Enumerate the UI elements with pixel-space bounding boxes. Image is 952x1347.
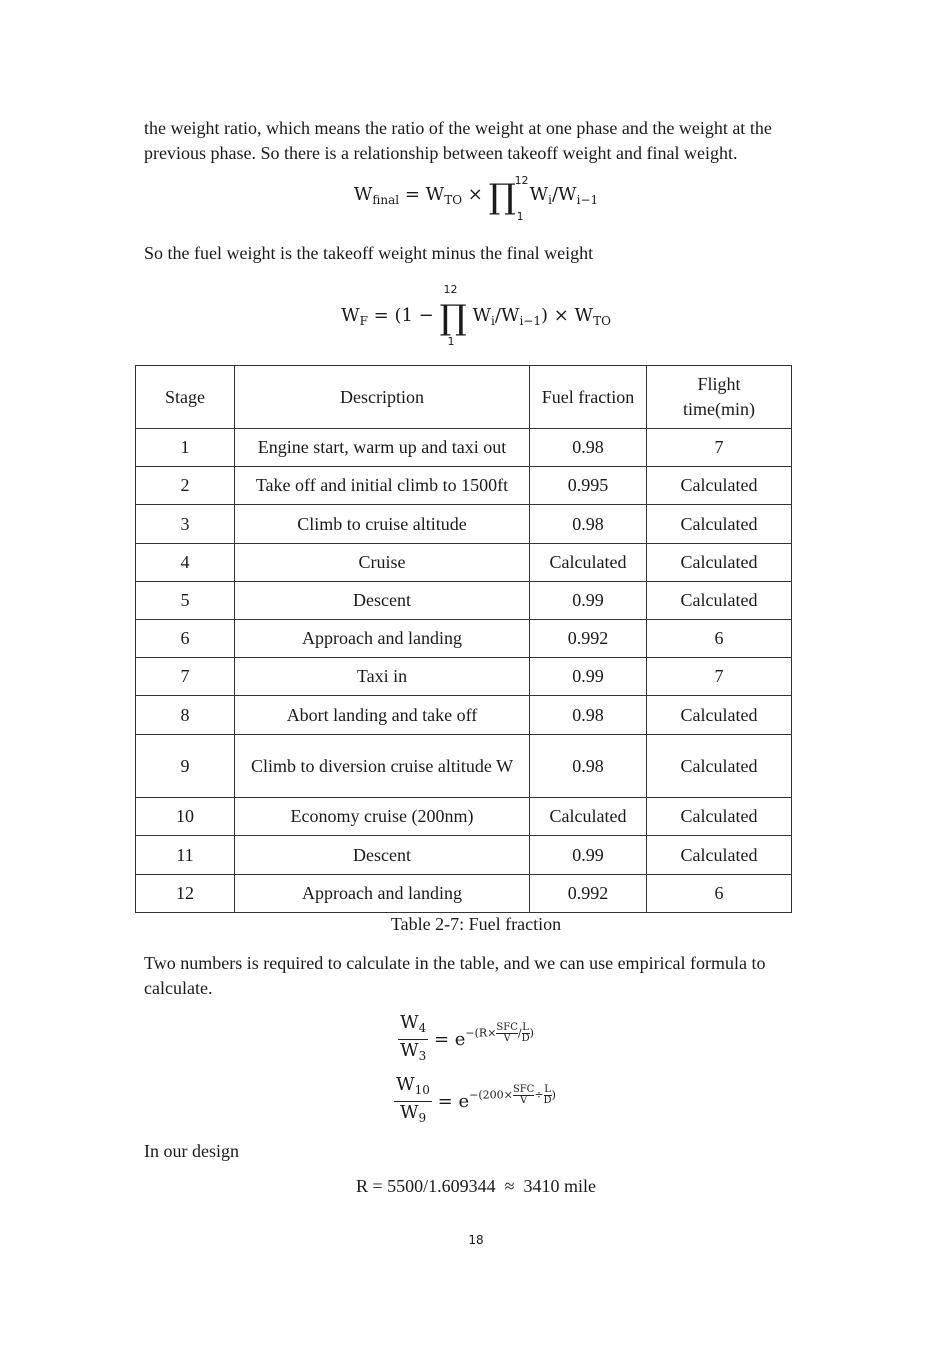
cell-fuel-fraction: 0.992	[530, 875, 647, 913]
eq3-den-sub: 3	[418, 1049, 427, 1063]
eq1-product-symbol: ∏	[488, 177, 516, 217]
eq4-f2-num: L	[544, 1084, 551, 1095]
cell-stage: 1	[136, 429, 235, 467]
eq1-lhs-sub: final	[372, 193, 400, 207]
eq3-op: /	[517, 1026, 522, 1040]
eq3-f2-num: L	[522, 1022, 529, 1033]
cell-flight-time: 6	[647, 620, 792, 658]
cell-fuel-fraction: 0.98	[530, 696, 647, 735]
cell-flight-time: Calculated	[647, 505, 792, 544]
table-row	[136, 836, 792, 875]
header-flight-time	[647, 366, 792, 429]
eq2-lhs-sub: F	[359, 314, 368, 328]
cell-flight-time: Calculated	[647, 735, 792, 798]
eq4-exp-a: −(200×	[469, 1088, 513, 1102]
eq3-exp-b: )	[529, 1026, 534, 1040]
cell-fuel-fraction: Calculated	[530, 544, 647, 582]
cell-flight-time: 7	[647, 429, 792, 467]
table-row	[136, 696, 792, 735]
eq4-num: W	[396, 1074, 415, 1095]
table-row	[136, 467, 792, 505]
eq2-tail: ) × W	[541, 305, 594, 326]
eq2-product-symbol: ∏	[439, 298, 467, 338]
eq3-f1-den: V	[503, 1033, 511, 1044]
table-row	[136, 620, 792, 658]
eq1-body-a-sub: i	[548, 193, 552, 207]
empirical-formula-paragraph: Two numbers is required to calculate in the table, and we can use empirical formula to calculate.	[144, 953, 766, 998]
eq1-body-b-sub: i−1	[576, 193, 599, 207]
cell-flight-time: 6	[647, 875, 792, 913]
cell-fuel-fraction: 0.995	[530, 467, 647, 505]
cell-description: Descent	[235, 582, 530, 620]
eq4-op: ÷	[534, 1088, 544, 1102]
eq2-tail-sub: TO	[593, 314, 611, 328]
cell-fuel-fraction: 0.99	[530, 582, 647, 620]
intro-paragraph: the weight ratio, which means the ratio of the weight at one phase and the weight at the previous phase. So there is a relationship between takeoff weight and final weight.	[144, 118, 772, 163]
header-fuel-fraction: Fuel fraction	[530, 366, 647, 429]
header-description: Description	[235, 366, 530, 429]
cell-flight-time: Calculated	[647, 798, 792, 836]
eq2-lhs: W	[341, 305, 360, 326]
cell-fuel-fraction: 0.98	[530, 429, 647, 467]
eq4-exponent	[469, 1085, 556, 1106]
w4-w3-equation	[0, 1012, 952, 1067]
cell-description: Abort landing and take off	[235, 696, 530, 735]
cell-stage: 4	[136, 544, 235, 582]
cell-description: Economy cruise (200nm)	[235, 798, 530, 836]
cell-description: Take off and initial climb to 1500ft	[235, 467, 530, 505]
cell-stage: 10	[136, 798, 235, 836]
table-row	[136, 582, 792, 620]
cell-flight-time: Calculated	[647, 544, 792, 582]
fuel-fraction-table	[135, 365, 792, 913]
eq4-f2-den: D	[543, 1095, 552, 1106]
eq1-equals: = W	[399, 184, 445, 205]
cell-fuel-fraction: 0.98	[530, 505, 647, 544]
table-row	[136, 875, 792, 913]
cell-stage: 7	[136, 658, 235, 696]
cell-description: Descent	[235, 836, 530, 875]
cell-description-text: Climb to diversion cruise altitude W	[250, 755, 514, 776]
eq3-equals: = e	[428, 1029, 466, 1050]
eq4-exp-b: )	[551, 1088, 556, 1102]
cell-stage: 12	[136, 875, 235, 913]
eq2-body-b-sub: i−1	[519, 314, 541, 328]
eq3-num-sub: 4	[418, 1021, 427, 1035]
cell-stage: 8	[136, 696, 235, 735]
cell-description: Cruise	[235, 544, 530, 582]
eq3-f2-den: D	[521, 1033, 530, 1044]
eq1-to-sub: TO	[444, 193, 463, 207]
eq1-lhs: W	[353, 184, 373, 205]
range-equation: R = 5500/1.609344 ≈ 3410 mile	[355, 1176, 597, 1196]
cell-fuel-fraction: 0.99	[530, 658, 647, 696]
eq4-num-sub: 10	[414, 1083, 430, 1097]
eq4-equals: = e	[431, 1091, 470, 1112]
cell-fuel-fraction: 0.992	[530, 620, 647, 658]
eq4-den-sub: 9	[418, 1111, 427, 1125]
eq4-f1-num: SFC	[512, 1084, 535, 1095]
eq3-f1-num: SFC	[496, 1022, 518, 1033]
eq3-exponent	[465, 1023, 534, 1044]
eq1-slash: /W	[551, 184, 577, 205]
eq4-fraction	[394, 1074, 432, 1129]
table-row	[136, 544, 792, 582]
table-row	[136, 505, 792, 544]
cell-description: Climb to cruise altitude	[235, 505, 530, 544]
eq2-body-a-sub: i	[491, 314, 495, 328]
cell-stage: 11	[136, 836, 235, 875]
eq1-times: ×	[462, 184, 489, 205]
design-label: In our design	[144, 1141, 239, 1161]
eq2-body-a: W	[472, 305, 492, 326]
cell-fuel-fraction: 0.99	[530, 836, 647, 875]
eq1-body-a: W	[529, 184, 549, 205]
cell-flight-time: 7	[647, 658, 792, 696]
header-flight-time-label: Flight time(min)	[683, 374, 755, 419]
eq3-den: W	[400, 1040, 419, 1061]
header-stage: Stage	[136, 366, 235, 429]
cell-stage: 9	[136, 735, 235, 798]
eq2-upper-limit: 12	[443, 283, 458, 296]
table-row	[136, 429, 792, 467]
eq3-exp-a: −(R×	[465, 1026, 497, 1040]
cell-stage: 2	[136, 467, 235, 505]
cell-description: Taxi in	[235, 658, 530, 696]
eq3-num: W	[400, 1012, 419, 1033]
cell-flight-time: Calculated	[647, 836, 792, 875]
cell-flight-time: Calculated	[647, 696, 792, 735]
eq4-f1-den: V	[519, 1095, 528, 1106]
final-weight-equation	[0, 174, 952, 223]
table-caption: Table 2-7: Fuel fraction	[390, 914, 562, 934]
eq4-den: W	[399, 1102, 419, 1123]
cell-description	[235, 735, 530, 798]
cell-stage: 6	[136, 620, 235, 658]
cell-flight-time: Calculated	[647, 467, 792, 505]
eq1-lower-limit: 1	[516, 210, 524, 223]
cell-flight-time: Calculated	[647, 582, 792, 620]
w10-w9-equation	[0, 1074, 952, 1129]
eq2-equals: = (1 −	[367, 305, 440, 326]
cell-description: Approach and landing	[235, 875, 530, 913]
fuel-weight-equation	[0, 283, 952, 348]
eq3-fraction	[398, 1012, 428, 1067]
cell-stage: 3	[136, 505, 235, 544]
table-header-row	[136, 366, 792, 429]
table-row	[136, 658, 792, 696]
fuel-weight-sentence: So the fuel weight is the takeoff weight minus the final weight	[144, 243, 594, 263]
cell-stage: 5	[136, 582, 235, 620]
cell-description: Approach and landing	[235, 620, 530, 658]
page-number: 18	[468, 1233, 484, 1247]
table-row	[136, 798, 792, 836]
table-row	[136, 735, 792, 798]
eq1-upper-limit: 12	[514, 174, 529, 187]
cell-description: Engine start, warm up and taxi out	[235, 429, 530, 467]
eq2-slash: /W	[494, 305, 520, 326]
eq2-lower-limit: 1	[447, 335, 455, 348]
cell-fuel-fraction: 0.98	[530, 735, 647, 798]
cell-fuel-fraction: Calculated	[530, 798, 647, 836]
